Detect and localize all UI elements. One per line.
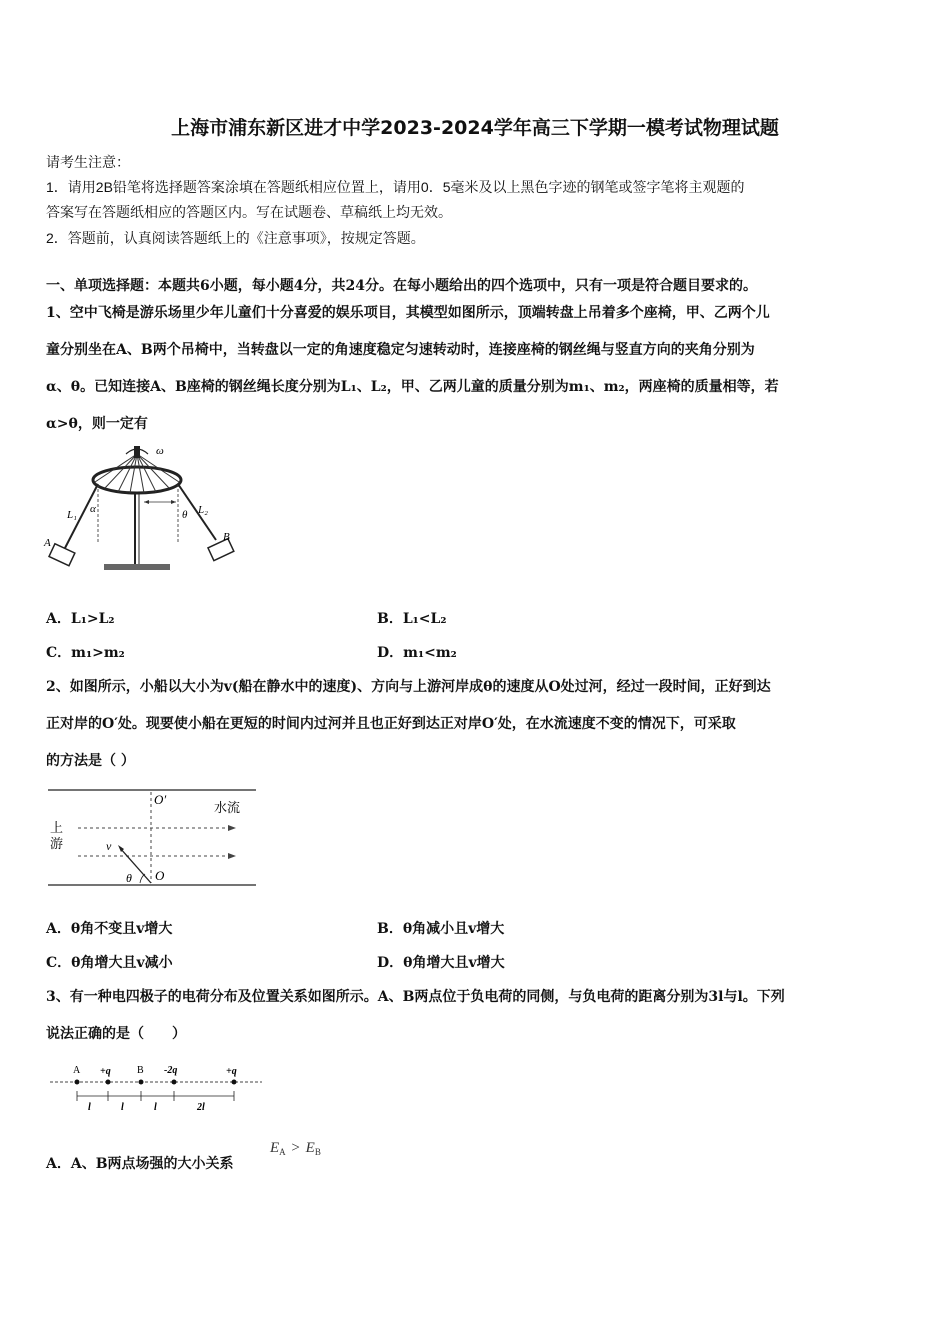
notice-item-2: 2．答题前，认真阅读答题纸上的《注意事项》，按规定答题。	[46, 230, 425, 246]
label-current: 水流	[214, 800, 241, 815]
label-plus-q-1: +q	[100, 1066, 111, 1077]
q1-option-d[interactable]: D．m₁<m₂	[377, 645, 457, 661]
q2-line-2: 正对岸的O′处。现要使小船在更短的时间内过河并且也正好到达正对岸O′处，在水流速度不变的情况下，可采取	[46, 716, 736, 732]
q1-option-b[interactable]: B．L₁<L₂	[377, 611, 447, 627]
q3-option-a-formula: $E_A > E_B$	[270, 1140, 321, 1157]
label-theta: θ	[182, 509, 188, 521]
section-heading: 一、单项选择题：本题共6小题，每小题4分，共24分。在每小题给出的四个选项中，只有一项是符合题目要求的。	[46, 278, 757, 294]
q1-swing-figure	[40, 440, 250, 580]
label-O-prime: O′	[154, 792, 167, 807]
notice-heading: 请考生注意：	[46, 154, 130, 170]
label-upstream-1: 上	[50, 820, 64, 835]
q2-option-a[interactable]: A．θ角不变且v增大	[46, 921, 173, 937]
q2-line-1: 2、如图所示，小船以大小为v(船在静水中的速度)、方向与上游河岸成θ的速度从O处过河，经过一段时间，正好到达	[46, 679, 771, 695]
rotating-disk	[93, 467, 181, 493]
q1-option-c[interactable]: C．m₁>m₂	[46, 645, 125, 661]
label-alpha: α	[90, 503, 96, 515]
canopy-lines	[95, 454, 179, 493]
q1-line-2: 童分别坐在A、B两个吊椅中，当转盘以一定的角速度稳定匀速转动时，连接座椅的钢丝绳与竖直方向的夹角分别为	[46, 342, 755, 358]
q1-line-1: 1、空中飞椅是游乐场里少年儿童们十分喜爱的娱乐项目，其模型如图所示，顶端转盘上吊着多个座椅，甲、乙两个儿	[46, 305, 770, 321]
q3-quadrupole-figure	[48, 1060, 264, 1116]
q3-option-a[interactable]	[46, 1153, 234, 1173]
q1-line-4: α>θ，则一定有	[46, 416, 148, 432]
label-A: A	[73, 1065, 81, 1076]
current-arrows	[78, 828, 232, 856]
base	[104, 564, 170, 570]
seat-a	[49, 544, 75, 566]
dim-l-3: l	[154, 1102, 157, 1113]
q1-option-a[interactable]: A．L₁>L₂	[46, 611, 115, 627]
label-v: v	[106, 839, 112, 853]
label-theta: θ	[126, 871, 132, 885]
q2-river-figure	[44, 786, 260, 890]
label-A: A	[44, 537, 51, 549]
q2-option-d[interactable]: D．θ角增大且v增大	[377, 955, 505, 971]
page-title: 上海市浦东新区进才中学2023-2024学年高三下学期一模考试物理试题	[171, 117, 779, 139]
q3-line-2: 说法正确的是（ ）	[46, 1026, 186, 1042]
dim-l-2: l	[121, 1102, 124, 1113]
notice-item-1-line-2: 答案写在答题纸相应的答题区内。写在试题卷、草稿纸上均无效。	[46, 204, 452, 220]
q2-option-b[interactable]: B．θ角减小且v增大	[377, 921, 505, 937]
q1-line-3: α、θ。已知连接A、B座椅的钢丝绳长度分别为L₁、L₂，甲、乙两儿童的质量分别为m₁、m₂，两座椅的质量相等，若	[46, 379, 779, 395]
label-O: O	[155, 868, 165, 883]
dim-2l: 2l	[197, 1102, 205, 1113]
label-B: B	[223, 531, 230, 543]
q3-option-a-text: A．A、B两点场强的大小关系	[46, 1156, 234, 1172]
label-upstream-2: 游	[50, 836, 64, 851]
velocity-vector	[120, 848, 151, 883]
omega-label: ω	[156, 445, 164, 457]
label-L1: L₁	[67, 509, 77, 521]
axle-top	[134, 446, 140, 458]
label-plus-q-2: +q	[226, 1066, 237, 1077]
seat-b	[208, 539, 234, 561]
label-L2: L₂	[198, 504, 208, 516]
q3-line-1: 3、有一种电四极子的电荷分布及位置关系如图所示。A、B两点位于负电荷的同侧，与负电荷的距离分别为3l与l。下列	[46, 989, 785, 1005]
notice-item-1-line-1: 1．请用2B铅笔将选择题答案涂填在答题纸相应位置上，请用0．5毫米及以上黑色字迹的钢笔或签字笔将主观题的	[46, 179, 745, 195]
q2-line-3: 的方法是（ ）	[46, 753, 135, 769]
dim-l-1: l	[88, 1102, 91, 1113]
label-minus-2q: -2q	[164, 1065, 178, 1076]
label-B: B	[137, 1065, 144, 1076]
q2-option-c[interactable]: C．θ角增大且v减小	[46, 955, 173, 971]
